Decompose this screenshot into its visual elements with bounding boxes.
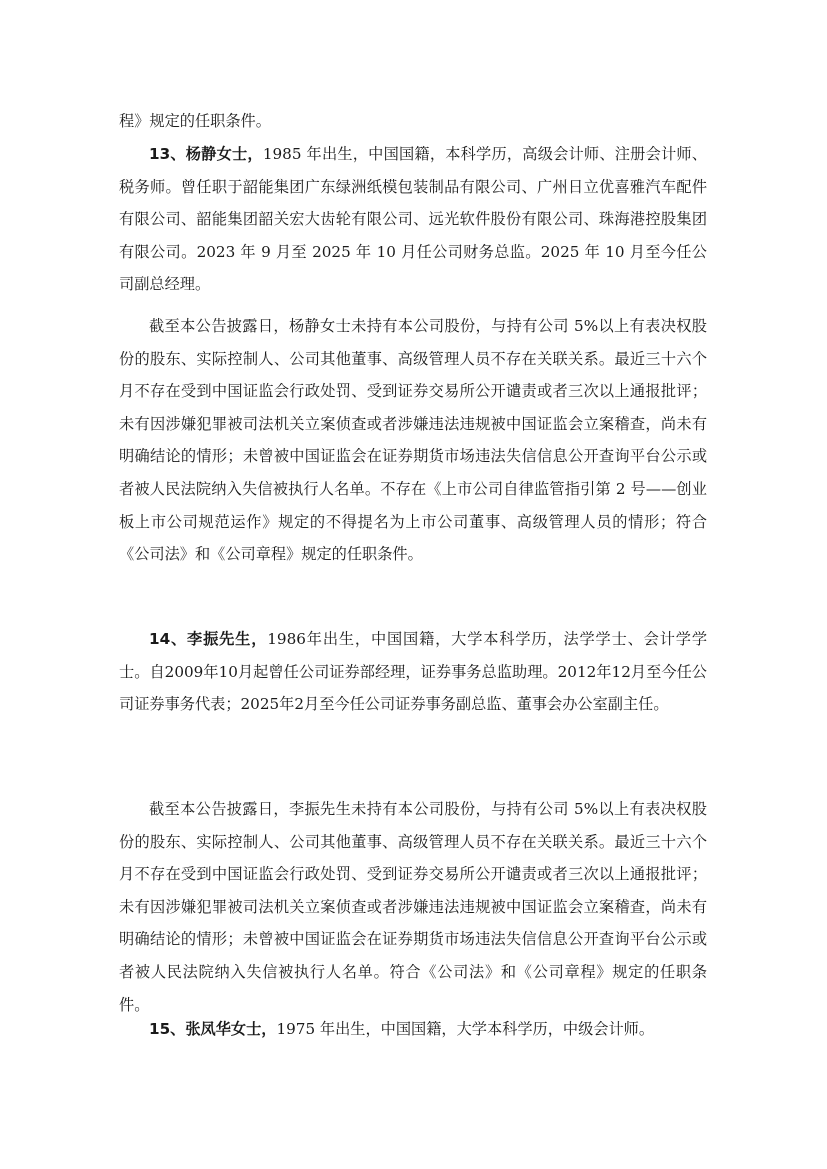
paragraph-text: 1975 年出生，中国国籍，大学本科学历，中级会计师。 — [276, 1020, 655, 1038]
paragraph-bio-zhang-fenghua — [119, 1013, 707, 1046]
paragraph-statement-yang-jing — [119, 310, 707, 571]
paragraph-statement-li-zhen — [119, 793, 707, 1021]
paragraph-bio-li-zhen — [119, 623, 707, 721]
paragraph-continuation — [119, 105, 707, 138]
paragraph-bio-yang-jing — [119, 138, 707, 301]
paragraph-text: 1985 年出生，中国国籍，本科学历，高级会计师、注册会计师、税务师。曾任职于韶能集团广东绿洲纸模包装制品有限公司、广州日立优喜雅汽车配件有限公司、韶能集团韶关宏大齿轮有限公司、远光软件股份有限公司、珠海港控股集团有限公司。2023 年 9 月至 2025 年 10 月任公司财务总监。2025 年 10 月至今任公司副总经理。 — [119, 145, 707, 294]
paragraph-text: 截至本公告披露日，李振先生未持有本公司股份，与持有公司 5%以上有表决权股份的股东、实际控制人、公司其他董事、高级管理人员不存在关联关系。最近三十六个月不存在受到中国证监会行政处罚、受到证券交易所公开谴责或者三次以上通报批评；未有因涉嫌犯罪被司法机关立案侦查或者涉嫌违法违规被中国证监会立案稽查，尚未有明确结论的情形；未曾被中国证监会在证券期货市场违法失信信息公开查询平台公示或者被人民法院纳入失信被执行人名单。符合《公司法》和《公司章程》规定的任职条件。 — [119, 800, 707, 1014]
person-heading: 15、张凤华女士， — [149, 1020, 277, 1038]
person-heading: 13、杨静女士， — [149, 145, 263, 163]
paragraph-text: 截至本公告披露日，杨静女士未持有本公司股份，与持有公司 5%以上有表决权股份的股东、实际控制人、公司其他董事、高级管理人员不存在关联关系。最近三十六个月不存在受到中国证监会行政处罚、受到证券交易所公开谴责或者三次以上通报批评；未有因涉嫌犯罪被司法机关立案侦查或者涉嫌违法违规被中国证监会立案稽查，尚未有明确结论的情形；未曾被中国证监会在证券期货市场违法失信信息公开查询平台公示或者被人民法院纳入失信被执行人名单。不存在《上市公司自律监管指引第 2 号——创业板上市公司规范运作》规定的不得提名为上市公司董事、高级管理人员的情形；符合《公司法》和《公司章程》规定的任职条件。 — [119, 317, 707, 564]
paragraph-text: 程》规定的任职条件。 — [119, 112, 271, 130]
person-heading: 14、李振先生， — [149, 630, 268, 648]
paragraph-text: 1986年出生，中国国籍，大学本科学历，法学学士、会计学学士。自2009年10月起曾任公司证券部经理，证券事务总监助理。2012年12月至今任公司证券事务代表；2025年2月至今任公司证券事务副总监、董事会办公室副主任。 — [119, 630, 708, 714]
